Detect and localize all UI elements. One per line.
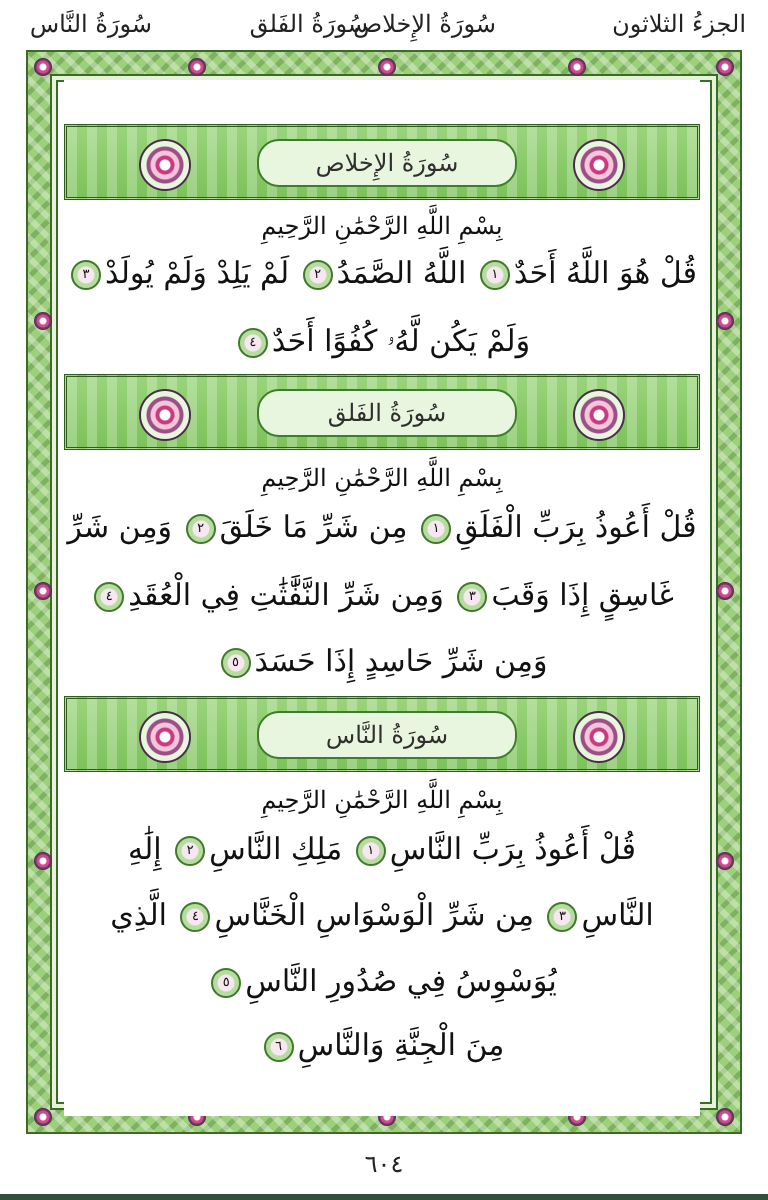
page-header: [0, 0, 768, 48]
rosette-icon: [34, 582, 52, 600]
rosette-icon: [34, 1108, 52, 1126]
rosette-icon: [378, 58, 396, 76]
header-surah-ikhlas: سُورَةُ الإِخلاص: [353, 10, 496, 38]
bottom-divider: [0, 1194, 768, 1200]
ayah-marker: ٣: [547, 902, 577, 932]
surah-banner-nas: [64, 696, 700, 772]
medallion-icon: [573, 389, 625, 441]
ayah-marker: ٢: [175, 836, 205, 866]
verse-text: غَاسِقٍ إِذَا وَقَبَ: [491, 578, 674, 613]
verse-text: وَمِن شَرِّ حَاسِدٍ إِذَا حَسَدَ: [254, 644, 548, 679]
surah-banner-ikhlas: [64, 124, 700, 200]
verse-line: [64, 510, 700, 545]
verse-text: قُلْ أَعُوذُ بِرَبِّ النَّاسِ: [389, 832, 636, 867]
verse-text: الَّذِي: [110, 898, 167, 933]
basmala: بِسْمِ اللَّهِ الرَّحْمَٰنِ الرَّحِيمِ: [261, 464, 503, 492]
verse-text: إِلَٰهِ: [128, 832, 162, 867]
surah-banner-falaq: [64, 374, 700, 450]
rosette-icon: [34, 852, 52, 870]
surah-title: سُورَةُ النَّاس: [257, 711, 517, 759]
medallion-icon: [139, 139, 191, 191]
verse-text: مِن شَرِّ الْوَسْوَاسِ الْخَنَّاسِ: [214, 898, 534, 933]
verse-line: [64, 578, 700, 613]
medallion-icon: [139, 389, 191, 441]
ayah-marker: ٦: [264, 1032, 294, 1062]
medallion-icon: [573, 139, 625, 191]
ayah-marker: ٢: [303, 260, 333, 290]
verse-text: مَلِكِ النَّاسِ: [209, 832, 343, 867]
verse-line: [64, 644, 700, 679]
rosette-icon: [34, 58, 52, 76]
medallion-icon: [573, 711, 625, 763]
verse-text: مِن شَرِّ مَا خَلَقَ: [219, 510, 408, 545]
verse-text: قُلْ هُوَ اللَّهُ أَحَدٌ: [513, 256, 697, 291]
verse-line: [64, 1028, 700, 1063]
ayah-marker: ٥: [221, 648, 251, 678]
ayah-marker: ٣: [457, 582, 487, 612]
rosette-icon: [716, 312, 734, 330]
ayah-marker: ١: [421, 514, 451, 544]
page-number: ٦٠٤: [364, 1150, 404, 1178]
surah-title: سُورَةُ الإِخلاص: [257, 139, 517, 187]
ayah-marker: ١: [480, 260, 510, 290]
verse-line: [64, 256, 700, 291]
verse-line: [64, 964, 700, 999]
verse-line: [64, 324, 700, 359]
rosette-icon: [716, 582, 734, 600]
rosette-icon: [34, 312, 52, 330]
rosette-icon: [188, 58, 206, 76]
verse-line: [64, 832, 700, 867]
ayah-marker: ٤: [94, 582, 124, 612]
verse-line: [64, 898, 700, 933]
header-surah-falaq: سُورَةُ الفَلق: [249, 10, 368, 38]
rosette-icon: [716, 852, 734, 870]
ayah-marker: ١: [356, 836, 386, 866]
basmala: بِسْمِ اللَّهِ الرَّحْمَٰنِ الرَّحِيمِ: [261, 786, 503, 814]
ayah-marker: ٥: [211, 968, 241, 998]
medallion-icon: [139, 711, 191, 763]
verse-text: يُوَسْوِسُ فِي صُدُورِ النَّاسِ: [245, 964, 557, 999]
verse-text: وَمِن شَرِّ: [67, 510, 173, 545]
ayah-marker: ٢: [186, 514, 216, 544]
verse-text: اللَّهُ الصَّمَدُ: [336, 256, 467, 291]
header-surah-nas: سُورَةُ النَّاس: [29, 10, 152, 38]
page-content: [64, 80, 700, 1116]
verse-text: لَمْ يَلِدْ وَلَمْ يُولَدْ: [105, 256, 290, 291]
rosette-icon: [568, 58, 586, 76]
juz-label: الجزءُ الثلاثون: [612, 10, 746, 38]
rosette-icon: [716, 1108, 734, 1126]
ayah-marker: ٤: [238, 328, 268, 358]
verse-text: وَلَمْ يَكُن لَّهُۥ كُفُوًا أَحَدٌ: [271, 324, 531, 359]
surah-title: سُورَةُ الفَلق: [257, 389, 517, 437]
verse-text: النَّاسِ: [581, 898, 654, 933]
basmala: بِسْمِ اللَّهِ الرَّحْمَٰنِ الرَّحِيمِ: [261, 212, 503, 240]
verse-text: وَمِن شَرِّ النَّفَّٰثَٰتِ فِي الْعُقَدِ: [128, 578, 444, 613]
ayah-marker: ٣: [71, 260, 101, 290]
verse-text: قُلْ أَعُوذُ بِرَبِّ الْفَلَقِ: [455, 510, 697, 545]
rosette-icon: [716, 58, 734, 76]
ayah-marker: ٤: [180, 902, 210, 932]
verse-text: مِنَ الْجِنَّةِ وَالنَّاسِ: [297, 1028, 505, 1063]
